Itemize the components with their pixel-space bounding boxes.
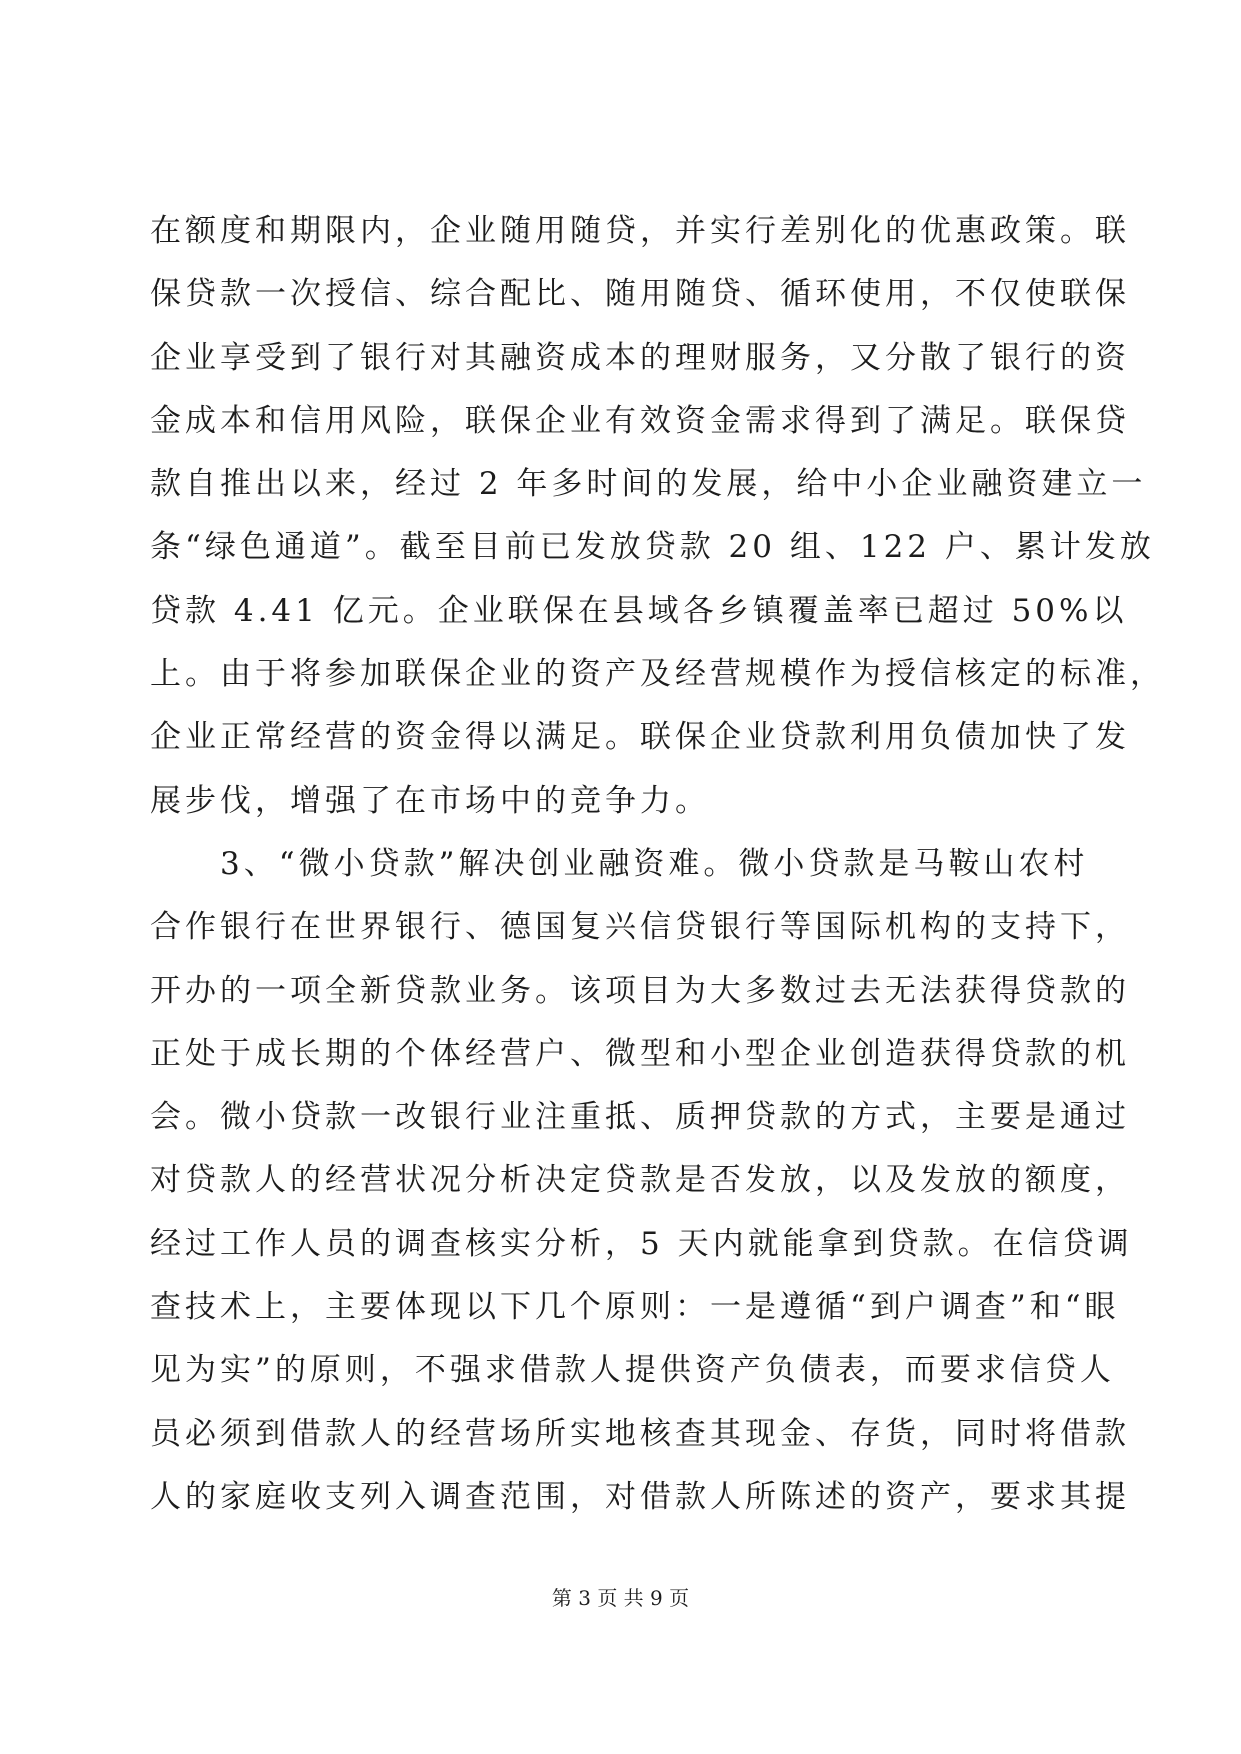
text-line: 条“绿色通道”。截至目前已发放贷款 20 组、122 户、累计发放 xyxy=(150,529,1155,566)
text-line: 企业正常经营的资金得以满足。联保企业贷款利用负债加快了发 xyxy=(150,719,1130,756)
text-line: 保贷款一次授信、综合配比、随用随贷、循环使用，不仅使联保 xyxy=(150,276,1130,313)
page-footer xyxy=(0,1582,1241,1611)
text-line: 经过工作人员的调查核实分析，5 天内就能拿到贷款。在信贷调 xyxy=(150,1225,1133,1262)
text-line: 贷款 4.41 亿元。企业联保在县域各乡镇覆盖率已超过 50%以 xyxy=(150,592,1128,629)
text-line: 正处于成长期的个体经营户、微型和小型企业创造获得贷款的机 xyxy=(150,1035,1130,1072)
text-line: 3、“微小贷款”解决创业融资难。微小贷款是马鞍山农村 xyxy=(150,845,1089,882)
body-text xyxy=(150,200,1165,1529)
text-line: 员必须到借款人的经营场所实地核查其现金、存货，同时将借款 xyxy=(150,1415,1130,1452)
text-line: 见为实”的原则，不强求借款人提供资产负债表，而要求信贷人 xyxy=(150,1352,1115,1389)
text-line: 企业享受到了银行对其融资成本的理财服务，又分散了银行的资 xyxy=(150,339,1130,376)
text-line: 在额度和期限内，企业随用随贷，并实行差别化的优惠政策。联 xyxy=(150,213,1130,249)
text-line: 金成本和信用风险，联保企业有效资金需求得到了满足。联保贷 xyxy=(150,402,1130,439)
text-line: 展步伐，增强了在市场中的竞争力。 xyxy=(150,782,710,819)
text-line: 款自推出以来，经过 2 年多时间的发展，给中小企业融资建立一 xyxy=(150,466,1147,503)
text-line: 上。由于将参加联保企业的资产及经营规模作为授信核定的标准， xyxy=(150,656,1165,693)
text-line: 合作银行在世界银行、德国复兴信贷银行等国际机构的支持下， xyxy=(150,909,1130,946)
text-line: 人的家庭收支列入调查范围，对借款人所陈述的资产，要求其提 xyxy=(150,1478,1130,1515)
text-line: 对贷款人的经营状况分析决定贷款是否发放，以及发放的额度， xyxy=(150,1162,1130,1199)
text-line: 查技术上，主要体现以下几个原则：一是遵循“到户调查”和“眼 xyxy=(150,1289,1120,1326)
text-line: 开办的一项全新贷款业务。该项目为大多数过去无法获得贷款的 xyxy=(150,972,1130,1009)
page-number: 第 3 页 共 9 页 xyxy=(551,1586,690,1610)
text-line: 会。微小贷款一改银行业注重抵、质押贷款的方式，主要是通过 xyxy=(150,1099,1130,1136)
